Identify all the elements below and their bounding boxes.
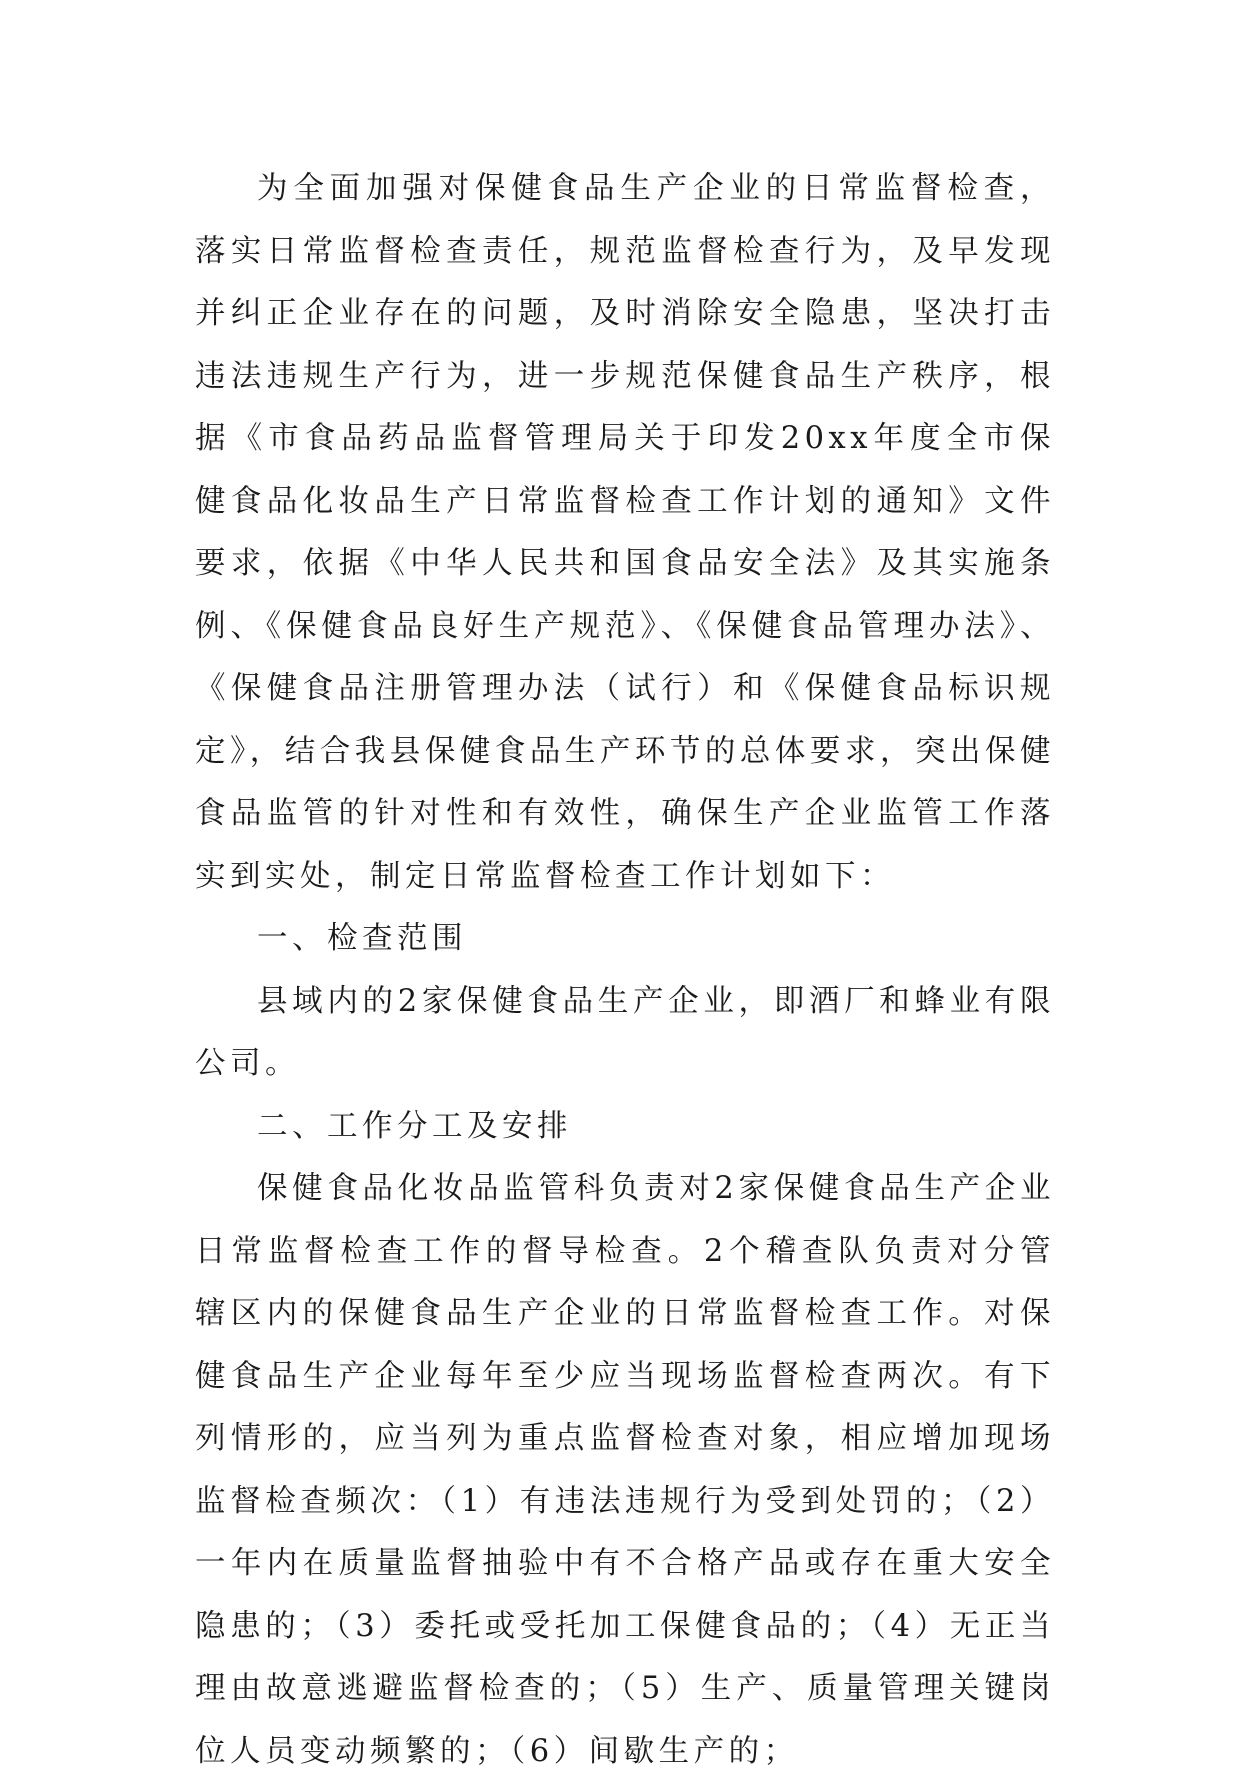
document-body xyxy=(195,158,1055,1783)
scope-paragraph: 县域内的2家保健食品生产企业，即酒厂和蜂业有限公司。 xyxy=(195,983,1055,1081)
section-heading-scope: 一、检查范围 xyxy=(257,921,467,956)
division-paragraph: 保健食品化妆品监管科负责对2家保健食品生产企业日常监督检查工作的督导检查。2个稽查队负责对分管辖区内的保健食品生产企业的日常监督检查工作。对保健食品生产企业每年至少应当现场监督检查两次。有下列情形的，应当列为重点监督检查对象，相应增加现场监督检查频次：（1）有违法违规行为受到处罚的；（2）一年内在质量监督抽验中有不合格产品或存在重大安全隐患的；（3）委托或受托加工保健食品的；（4）无正当理由故意逃避监督检查的；（5）生产、质量管理关键岗位人员变动频繁的；（6）间歇生产的； xyxy=(195,1171,1055,1769)
intro-paragraph: 为全面加强对保健食品生产企业的日常监督检查，落实日常监督检查责任，规范监督检查行为，及早发现并纠正企业存在的问题，及时消除安全隐患，坚决打击违法违规生产行为，进一步规范保健食品生产秩序，根据《市食品药品监督管理局关于印发20xx年度全市保健食品化妆品生产日常监督检查工作计划的通知》文件要求，依据《中华人民共和国食品安全法》及其实施条例、《保健食品良好生产规范》、《保健食品管理办法》、《保健食品注册管理办法（试行）和《保健食品标识规定》，结合我县保健食品生产环节的总体要求，突出保健食品监管的针对性和有效性，确保生产企业监管工作落实到实处，制定日常监督检查工作计划如下： xyxy=(195,171,1055,894)
section-heading-division: 二、工作分工及安排 xyxy=(257,1108,572,1144)
